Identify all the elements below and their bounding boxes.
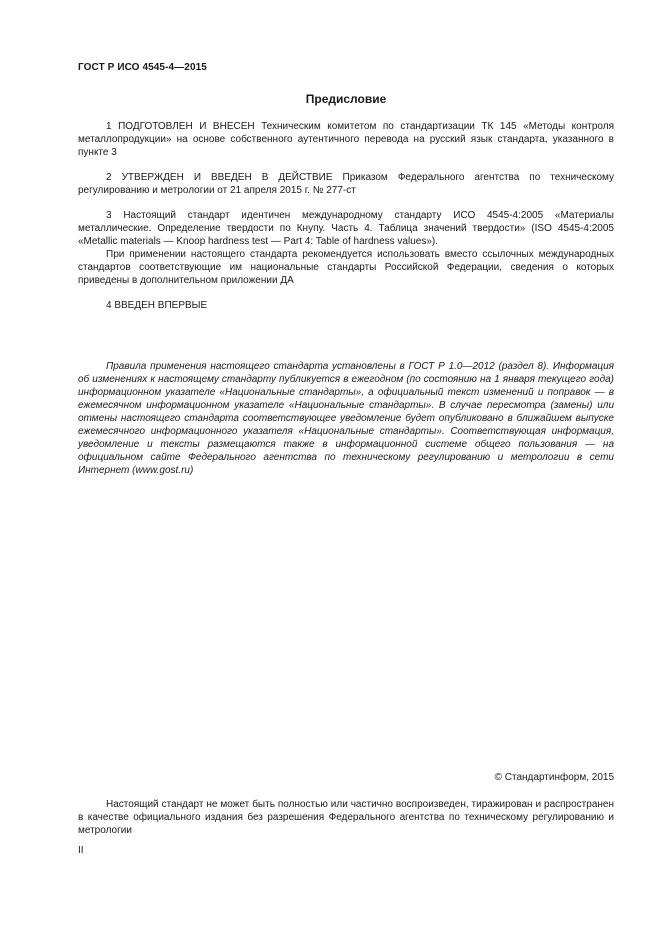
paragraph-approved: 2 УТВЕРЖДЕН И ВВЕДЕН В ДЕЙСТВИЕ Приказом Федерального агентства по техническому регулированию и метрологии от 21 апреля 2015 г. № 277-ст (78, 172, 614, 196)
document-code: ГОСТ Р ИСО 4545-4—2015 (78, 62, 207, 73)
application-rules-notice: Правила применения настоящего стандарта установлены в ГОСТ Р 1.0—2012 (раздел 8). Информация об изменениях к настоящему стандарту публикуется в ежегодном (по состоянию на 1 января текущего года) информационном указателе «Национальные стандарты», а официальный текст изменений и поправок — в ежемесячном информационном указателе «Национальные стандарты». В случае пересмотра (замены) или отмены настоящего стандарта соответствующее уведомление будет опубликовано в ближайшем выпуске ежемесячного информационного указателя «Национальные стандарты». Соответствующая информация, уведомление и тексты размещаются также в информационной системе общего пользования — на официальном сайте Федерального агентства по техническому регулированию и метрологии в сети Интернет (www.gost.ru) (78, 361, 614, 476)
paragraph-prepared: 1 ПОДГОТОВЛЕН И ВНЕСЕН Техническим комитетом по стандартизации ТК 145 «Методы контроля металлопродукции» на основе собственного аутентичного перевода на русский язык стандарта, указанного в пункте 3 (78, 121, 614, 158)
paragraph-introduced: 4 ВВЕДЕН ВПЕРВЫЕ (106, 300, 208, 311)
paragraph-references: При применении настоящего стандарта рекомендуется использовать вместо ссылочных международных стандартов соответствующие им национальные стандарты Российской Федерации, сведения о которых приведены в дополнительном приложении ДА (78, 249, 614, 286)
page-number: II (78, 845, 84, 856)
reproduction-notice: Настоящий стандарт не может быть полностью или частично воспроизведен, тиражирован и распространен в качестве официального издания без разрешения Федерального агентства по техническому регулированию и метрологии (78, 799, 614, 836)
page-title: Предисловие (305, 92, 387, 106)
copyright: © Стандартинформ, 2015 (494, 772, 614, 783)
paragraph-identical: 3 Настоящий стандарт идентичен международному стандарту ИСО 4545-4:2005 «Материалы металлические. Определение твердости по Кнупу. Часть 4. Таблица значений твердости» (ISO 4545-4:2005 «Metallic materials — Knoop hardness test — Part 4: Table of hardness values»). (78, 210, 614, 247)
foreword-content (78, 120, 614, 312)
